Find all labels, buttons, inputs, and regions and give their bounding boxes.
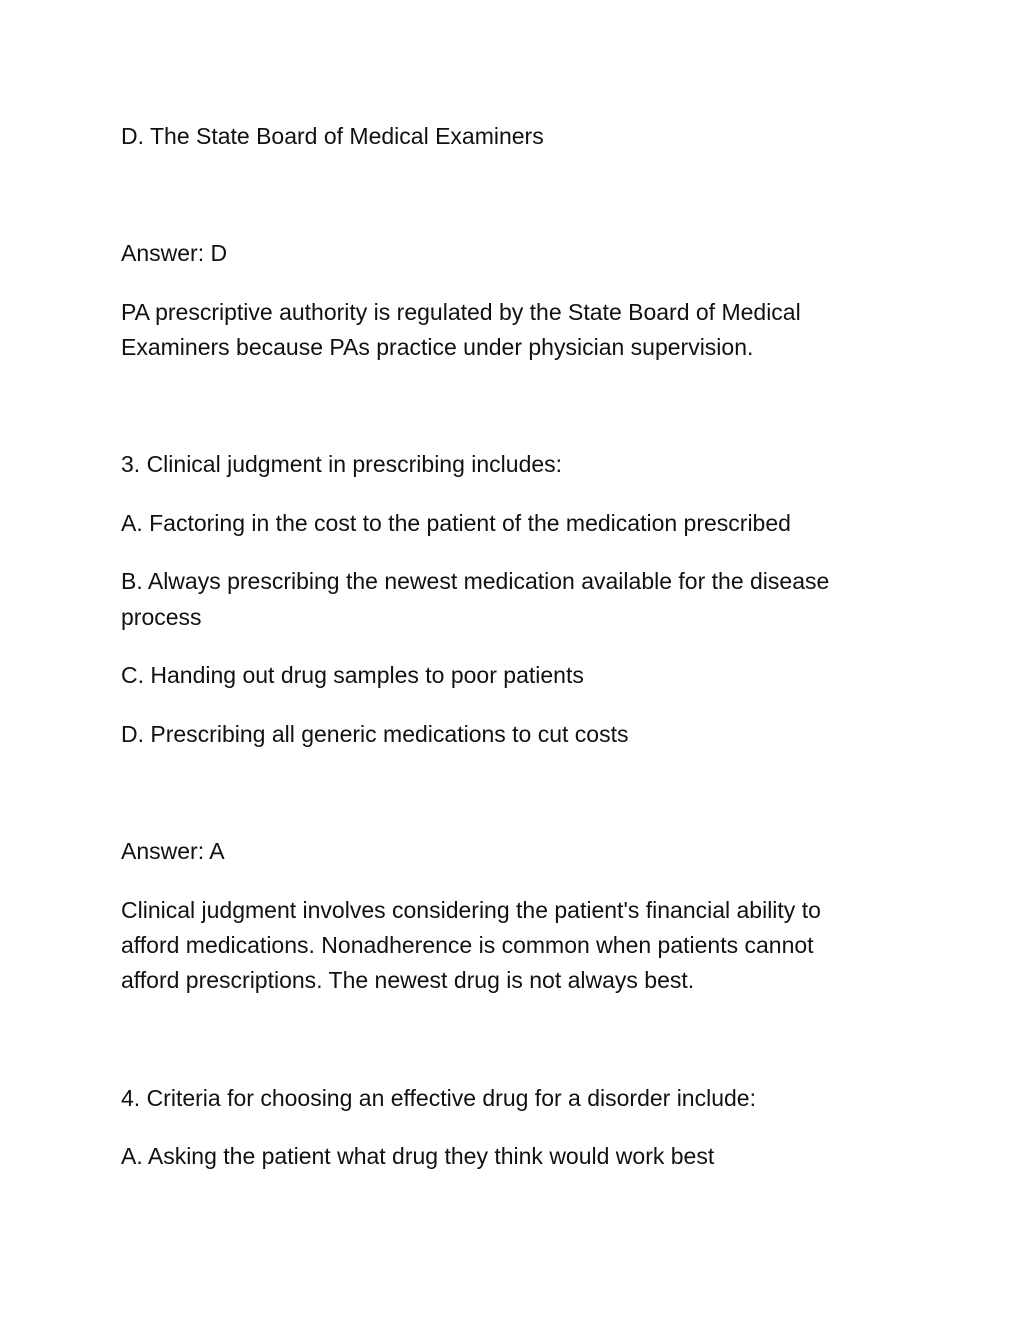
q3-explanation-line-1: Clinical judgment involves considering the patient's financial ability to <box>121 897 821 923</box>
q3-option-a: A. Factoring in the cost to the patient of the medication prescribed <box>121 510 791 536</box>
q3-explanation-line-3: afford prescriptions. The newest drug is not always best. <box>121 967 695 993</box>
q3-explanation-line-2: afford medications. Nonadherence is common when patients cannot <box>121 932 814 958</box>
q2-option-d: D. The State Board of Medical Examiners <box>121 123 544 149</box>
q2-answer: Answer: D <box>121 240 228 266</box>
q3-option-c: C. Handing out drug samples to poor patients <box>121 662 584 688</box>
q3-question: 3. Clinical judgment in prescribing includes: <box>121 451 563 477</box>
q3-option-d: D. Prescribing all generic medications to cut costs <box>121 721 629 747</box>
q4-option-a: A. Asking the patient what drug they think would work best <box>121 1143 715 1169</box>
q2-explanation-line-1: PA prescriptive authority is regulated by the State Board of Medical <box>121 299 801 325</box>
q2-explanation-line-2: Examiners because PAs practice under physician supervision. <box>121 334 754 360</box>
q3-option-b-line-1: B. Always prescribing the newest medication available for the disease <box>121 568 830 594</box>
q3-answer: Answer: A <box>121 838 225 864</box>
q3-option-b-line-2: process <box>121 604 202 630</box>
q4-question: 4. Criteria for choosing an effective drug for a disorder include: <box>121 1085 756 1111</box>
